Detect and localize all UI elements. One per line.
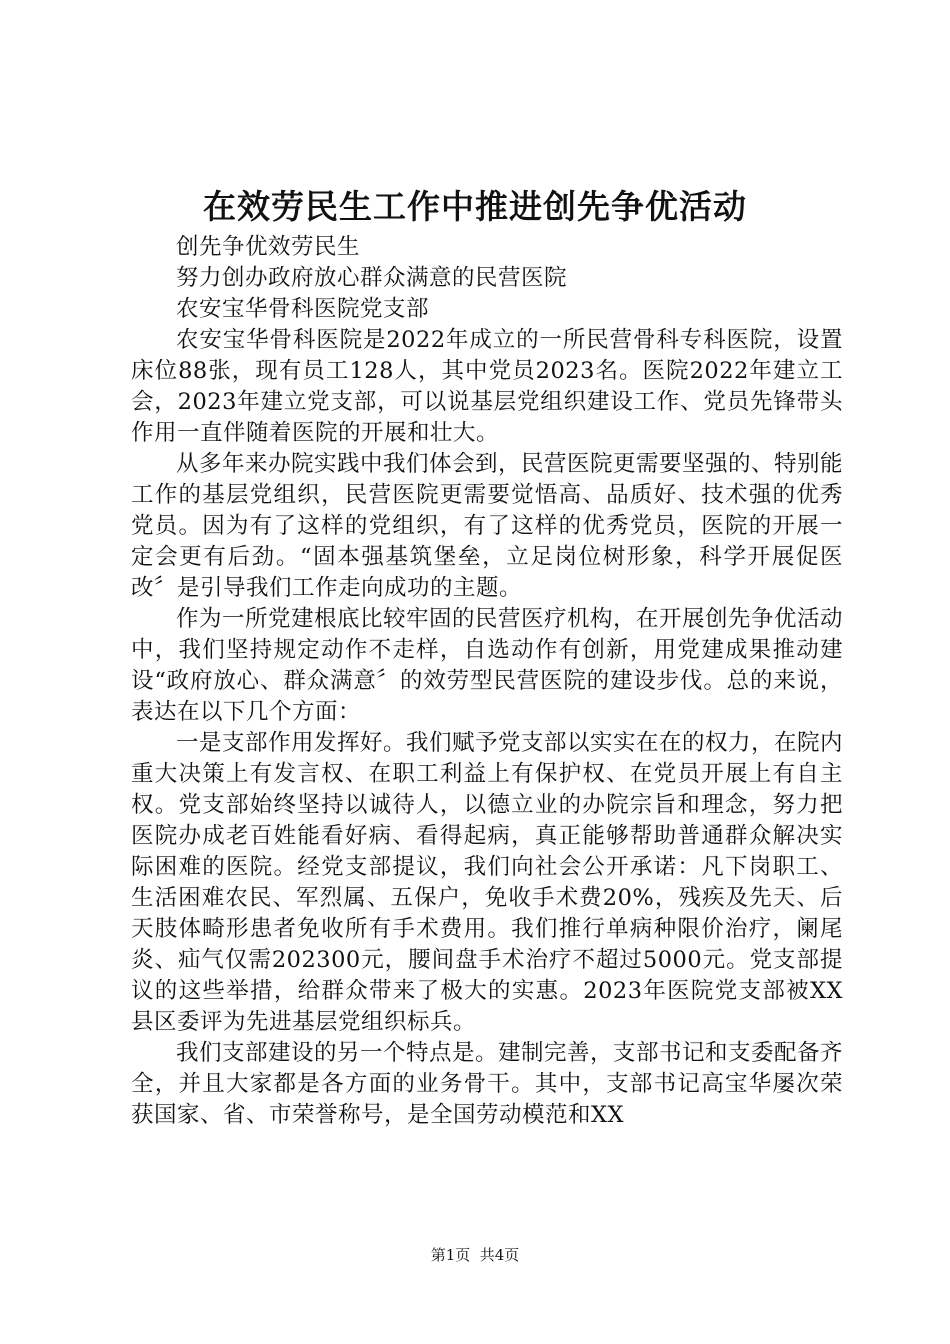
subtitle-line: 农安宝华骨科医院党支部 — [176, 296, 430, 322]
document-body — [131, 232, 843, 1131]
subtitle-line: 努力创办政府放心群众满意的民营医院 — [176, 265, 568, 291]
page-footer — [0, 1245, 950, 1265]
paragraph: 一是支部作用发挥好。我们赋予党支部以实实在在的权力，在院内重大决策上有发言权、在职工利益上有保护权、在党员开展上有自主权。党支部始终坚持以诚待人，以德立业的办院宗旨和理念，努力把医院办成老百姓能看好病、看得起病，真正能够帮助普通群众解决实际困难的医院。经党支部提议，我们向社会公开承诺：凡下岗职工、生活困难农民、军烈属、五保户，免收手术费20%，残疾及先天、后天肢体畸形患者免收所有手术费用。我们推行单病种限价治疗，阑尾炎、疝气仅需202300元，腰间盘手术治疗不超过5000元。党支部提议的这些举措，给群众带来了极大的实惠。2023年医院党支部被XX县区委评为先进基层党组织标兵。 — [131, 730, 844, 1035]
document-title: 在效劳民生工作中推进创先争优活动 — [203, 187, 747, 226]
page-number: 第1页 共4页 — [430, 1246, 520, 1264]
paragraph: 从多年来办院实践中我们体会到，民营医院更需要坚强的、特别能工作的基层党组织，民营医院更需要觉悟高、品质好、技术强的优秀党员。因为有了这样的党组织，有了这样的优秀党员，医院的开展一定会更有后劲。“固本强基筑堡垒，立足岗位树形象，科学开展促医改〞是引导我们工作走向成功的主题。 — [131, 451, 844, 601]
paragraph: 我们支部建设的另一个特点是。建制完善，支部书记和支委配备齐全，并且大家都是各方面的业务骨干。其中，支部书记高宝华屡次荣获国家、省、市荣誉称号，是全国劳动模范和XX — [131, 1040, 844, 1128]
paragraph: 农安宝华骨科医院是2022年成立的一所民营骨科专科医院，设置床位88张，现有员工128人，其中党员2023名。医院2022年建立工会，2023年建立党支部，可以说基层党组织建设工作、党员先锋带头作用一直伴随着医院的开展和壮大。 — [131, 327, 843, 446]
subtitle-line: 创先争优效劳民生 — [176, 234, 361, 260]
paragraph: 作为一所党建根底比较牢固的民营医疗机构，在开展创先争优活动中，我们坚持规定动作不走样，自选动作有创新，用党建成果推动建设“政府放心、群众满意〞的效劳型民营医院的建设步伐。总的来说，表达在以下几个方面： — [131, 606, 844, 725]
